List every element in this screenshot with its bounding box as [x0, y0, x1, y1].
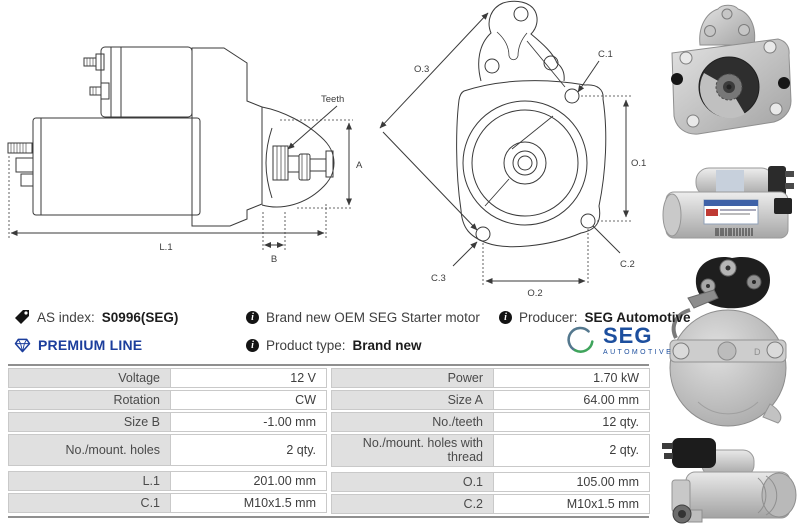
producer-value: SEG Automotive [584, 309, 691, 325]
dim-label-o2: O.2 [527, 288, 543, 299]
rear-stamp: D [754, 347, 761, 357]
spec-value: M10x1.5 mm [493, 494, 650, 514]
spec-label: Voltage [8, 368, 170, 388]
table-row [331, 412, 650, 432]
seg-logo-subtext: AUTOMOTIVE [603, 348, 674, 356]
table-row [331, 368, 650, 388]
mounting-flange [457, 81, 606, 247]
spec-label: Power [331, 368, 493, 388]
producer-label: Producer: [519, 309, 578, 325]
dim-label-teeth: Teeth [321, 94, 345, 105]
diamond-icon [14, 338, 31, 353]
spec-table-right-half [331, 368, 650, 514]
spec-value: M10x1.5 mm [170, 493, 327, 513]
dim-label-o1: O.1 [631, 158, 647, 169]
dim-label-c3: C.3 [431, 273, 446, 284]
dim-label-b: B [270, 254, 278, 265]
product-photo-rear[interactable] [660, 252, 796, 430]
spec-value: 2 qty. [493, 434, 650, 467]
spec-value: 64.00 mm [493, 390, 650, 410]
spec-value: 201.00 mm [170, 471, 327, 491]
table-row [8, 390, 327, 410]
premium-line-label: PREMIUM LINE [38, 337, 143, 353]
premium-line-row [14, 336, 142, 354]
hole-c1 [565, 89, 579, 103]
spec-value: 105.00 mm [493, 472, 650, 492]
seg-automotive-logo [565, 324, 673, 356]
spec-label: Size A [331, 390, 493, 410]
spec-value: 1.70 kW [493, 368, 650, 388]
table-row [8, 493, 327, 513]
hole-c2 [581, 214, 595, 228]
side-view-drawing [0, 0, 370, 290]
table-row [8, 368, 327, 388]
drive-flange [192, 48, 262, 226]
dim-label-o3: O.3 [414, 64, 430, 75]
as-index-value: S0996(SEG) [101, 309, 179, 325]
info-icon: i [246, 311, 259, 324]
spec-label: Rotation [8, 390, 170, 410]
info-icon: i [499, 311, 512, 324]
pinion-gear [273, 146, 288, 180]
seg-logo-ring-icon [565, 324, 597, 356]
spec-value: 12 qty. [493, 412, 650, 432]
table-row [331, 472, 650, 492]
dim-label-c2: C.2 [620, 259, 635, 270]
table-row [331, 494, 650, 514]
table-row [8, 412, 327, 432]
table-row [331, 390, 650, 410]
spec-value: 12 V [170, 368, 327, 388]
product-type-row [246, 336, 422, 354]
spec-table [8, 364, 649, 518]
tag-icon [14, 309, 30, 325]
spec-label: Size B [8, 412, 170, 432]
dim-label-c1: C.1 [598, 49, 613, 60]
oem-text: Brand new OEM SEG Starter motor [266, 309, 480, 325]
product-photo-side-2[interactable] [658, 434, 798, 525]
as-index-label: AS index: [37, 309, 95, 325]
spec-label: C.1 [8, 493, 170, 513]
oem-row [246, 308, 480, 326]
dim-label-l1: L.1 [159, 242, 173, 253]
product-type-value: Brand new [352, 337, 422, 353]
spec-value: CW [170, 390, 327, 410]
product-photo-front[interactable] [660, 3, 796, 158]
seg-logo-text: SEG [603, 322, 653, 348]
spec-label: No./mount. holes [8, 434, 170, 466]
table-row [8, 471, 327, 491]
spec-label: C.2 [331, 494, 493, 514]
info-icon: i [246, 339, 259, 352]
spigot-circle [463, 101, 587, 225]
hole-c3 [476, 227, 490, 241]
solenoid [101, 47, 192, 117]
as-index-row [14, 308, 178, 326]
table-row [331, 434, 650, 467]
product-photo-side[interactable] [658, 162, 798, 248]
spec-label: No./teeth [331, 412, 493, 432]
front-view-drawing [370, 0, 660, 300]
spec-value: 2 qty. [170, 434, 327, 466]
motor-body [33, 118, 200, 215]
spec-label: O.1 [331, 472, 493, 492]
spec-value: -1.00 mm [170, 412, 327, 432]
spec-label: L.1 [8, 471, 170, 491]
spec-table-left-half [8, 368, 327, 514]
spec-label: No./mount. holes with thread [331, 434, 493, 467]
table-row [8, 434, 327, 466]
dim-label-a: A [356, 160, 363, 171]
product-type-label: Product type: [266, 337, 346, 353]
